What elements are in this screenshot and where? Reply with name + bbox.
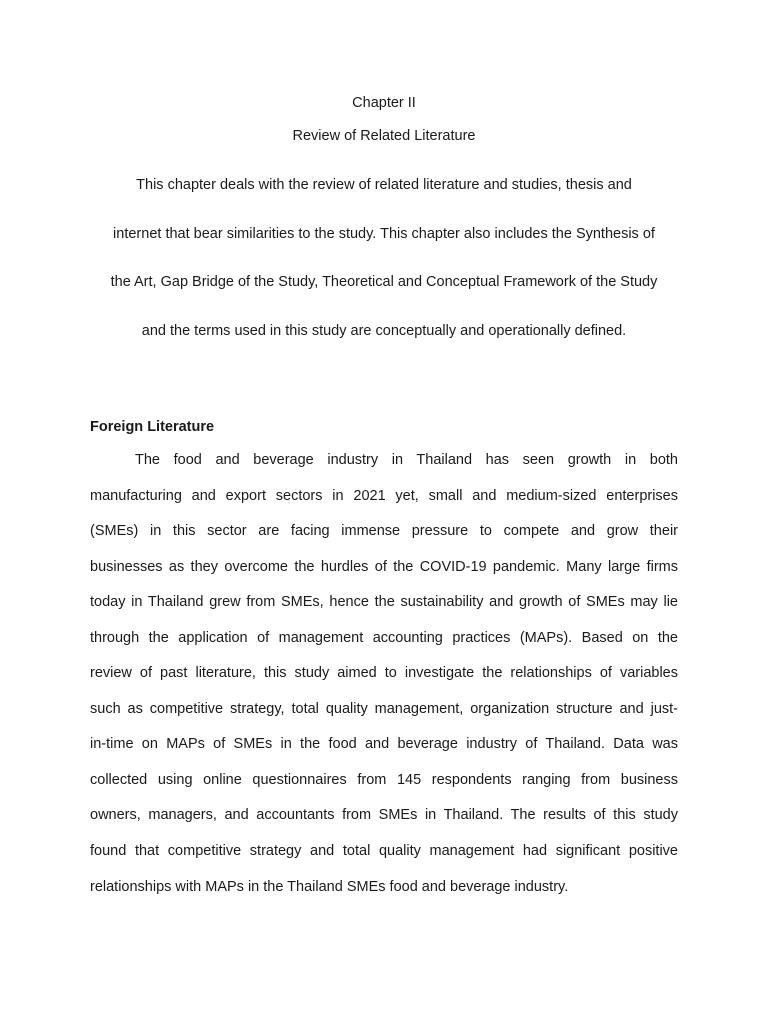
paragraph-line: businesses as they overcome the hurdles of the COVID-19 pandemic. Many large firms bbox=[90, 558, 678, 575]
chapter-title: Chapter II bbox=[352, 95, 416, 111]
intro-line: and the terms used in this study are conceptually and operationally defined. bbox=[141, 323, 627, 340]
paragraph-line: today in Thailand grew from SMEs, hence the sustainability and growth of SMEs may lie bbox=[90, 594, 678, 611]
intro-line: internet that bear similarities to the study. This chapter also includes the Synthesis of bbox=[113, 225, 655, 242]
chapter-subtitle: Review of Related Literature bbox=[292, 128, 476, 144]
paragraph-line: relationships with MAPs in the Thailand SMEs food and beverage industry. bbox=[90, 878, 569, 895]
intro-paragraph bbox=[90, 174, 678, 369]
intro-line: the Art, Gap Bridge of the Study, Theoretical and Conceptual Framework of the Study bbox=[110, 274, 658, 291]
paragraph-line: owners, managers, and accountants from SMEs in Thailand. The results of this study bbox=[90, 807, 678, 824]
intro-line: This chapter deals with the review of related literature and studies, thesis and bbox=[136, 177, 632, 193]
paragraph-line: in-time on MAPs of SMEs in the food and beverage industry of Thailand. Data was bbox=[90, 736, 678, 753]
paragraph-line: such as competitive strategy, total quality management, organization structure and just- bbox=[90, 700, 678, 717]
paragraph-line: found that competitive strategy and total quality management had significant positive bbox=[90, 843, 678, 860]
paragraph-line: manufacturing and export sectors in 2021 yet, small and medium-sized enterprises bbox=[90, 487, 678, 504]
section-heading-foreign-literature: Foreign Literature bbox=[90, 419, 215, 435]
paragraph-line: (SMEs) in this sector are facing immense pressure to compete and grow their bbox=[90, 523, 678, 540]
paragraph-line: review of past literature, this study aimed to investigate the relationships of variables bbox=[90, 665, 678, 682]
paragraph-line: collected using online questionnaires from 145 respondents ranging from business bbox=[90, 771, 678, 788]
paragraph-line: through the application of management accounting practices (MAPs). Based on the bbox=[90, 629, 678, 646]
body-paragraph bbox=[90, 449, 678, 911]
paragraph-line: The food and beverage industry in Thailand has seen growth in both bbox=[135, 452, 678, 468]
